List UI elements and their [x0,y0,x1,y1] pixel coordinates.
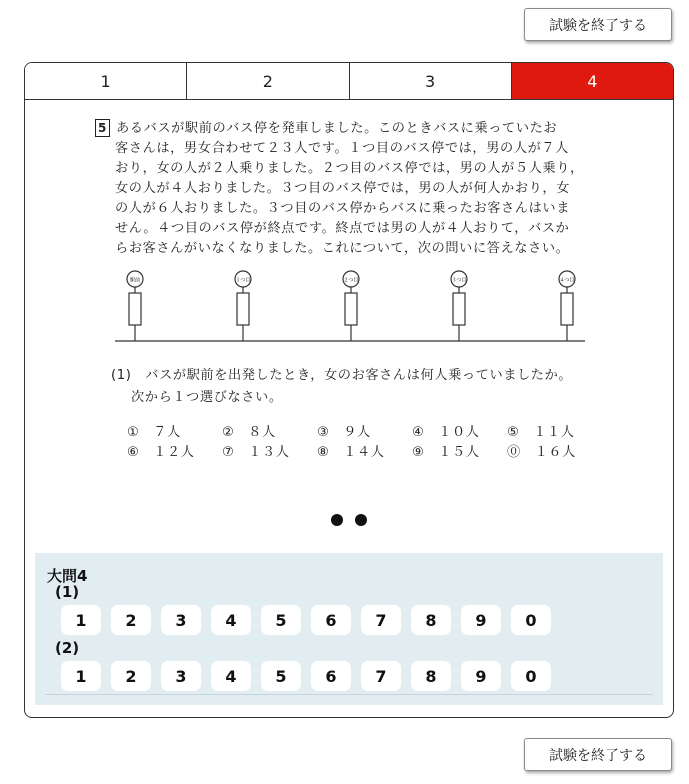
question-tabs [25,63,673,100]
digit-button-1[interactable]: 1 [61,605,101,635]
digit-button-9[interactable]: 9 [461,605,501,635]
digit-button-8[interactable]: 8 [411,605,451,635]
tab-2[interactable]: 2 [187,63,349,99]
sub-question-text: 次から１つ選びなさい。 [131,390,283,405]
page-indicator [331,514,367,526]
choice-item: ⑧ １４人 [317,445,385,460]
digit-button-8[interactable]: 8 [411,661,451,691]
digit-button-6[interactable]: 6 [311,661,351,691]
digit-button-7[interactable]: 7 [361,605,401,635]
bus-stop-label: ３つ目 [451,277,467,284]
tab-3[interactable]: 3 [350,63,512,99]
end-exam-button[interactable]: 試験を終了する [524,8,672,41]
digit-button-5[interactable]: 5 [261,605,301,635]
exam-panel [24,62,674,718]
question-line: おり，女の人が２人乗りました。２つ目のバス停では，男の人が５人乗り， [115,161,584,176]
bus-stop-diagram [115,269,595,349]
question-line: せん。４つ目のバス停が終点です。終点では男の人が４人おりて，バスか [115,221,570,236]
sub-question-label: (1) [111,368,132,383]
digit-button-3[interactable]: 3 [161,661,201,691]
digit-button-9[interactable]: 9 [461,661,501,691]
answer-digits-row [61,605,551,635]
question-line: の人が６人おりました。３つ目のバス停からバスに乗ったお客さんはいま [115,201,570,216]
bus-stop-sign [451,271,467,341]
digit-button-5[interactable]: 5 [261,661,301,691]
answer-part-label: (1) [55,583,80,601]
digit-button-2[interactable]: 2 [111,605,151,635]
sub-question [111,365,572,409]
digit-button-7[interactable]: 7 [361,661,401,691]
bus-stop-label: １つ目 [235,277,251,284]
page-dot[interactable] [355,514,367,526]
digit-button-0[interactable]: 0 [511,605,551,635]
choice-item: ⑤ １１人 [507,425,575,440]
choice-list [127,423,602,463]
choice-item: ③ ９人 [317,425,371,440]
digit-button-0[interactable]: 0 [511,661,551,691]
digit-button-4[interactable]: 4 [211,661,251,691]
question-line: 客さんは，男女合わせて２３人です。１つ目のバス停では，男の人が７人 [115,141,569,156]
bus-stop-sign [235,271,251,341]
choice-item: ⑦ １３人 [222,445,290,460]
answer-title: 大問4 [47,567,88,585]
question-number: 5 [95,119,110,137]
tab-1[interactable]: 1 [25,63,187,99]
bus-stop-sign [343,271,359,341]
divider [45,694,653,695]
digit-button-1[interactable]: 1 [61,661,101,691]
question-line: 女の人が４人おりました。３つ目のバス停では，男の人が何人かおり，女 [115,181,570,196]
digit-button-3[interactable]: 3 [161,605,201,635]
question-text [95,119,615,259]
question-line: あるバスが駅前のバス停を発車しました。このときバスに乗っていたお [116,121,558,136]
choice-item: ② ８人 [222,425,276,440]
bus-stop-sign [559,271,575,341]
answer-part-label: (2) [55,639,80,657]
answer-digits-row [61,661,551,691]
bus-stop-sign [127,271,143,341]
answer-area [35,553,663,705]
choice-item: ⓪ １６人 [507,445,576,460]
digit-button-4[interactable]: 4 [211,605,251,635]
tab-4[interactable]: 4 [512,63,673,99]
digit-button-2[interactable]: 2 [111,661,151,691]
sub-question-text: バスが駅前を出発したとき，女のお客さんは何人乗っていましたか。 [145,368,573,383]
bus-stop-label: ４つ目 [559,277,575,284]
bus-stop-label: ２つ目 [343,277,359,284]
page-dot[interactable] [331,514,343,526]
bus-stop-label: 駅前 [129,277,141,284]
choice-item: ⑥ １２人 [127,445,195,460]
digit-button-6[interactable]: 6 [311,605,351,635]
choice-item: ① ７人 [127,425,181,440]
choice-item: ⑨ １５人 [412,445,480,460]
question-line: らお客さんがいなくなりました。これについて，次の問いに答えなさい。 [115,241,570,256]
choice-item: ④ １０人 [412,425,480,440]
end-exam-button[interactable]: 試験を終了する [524,738,672,771]
